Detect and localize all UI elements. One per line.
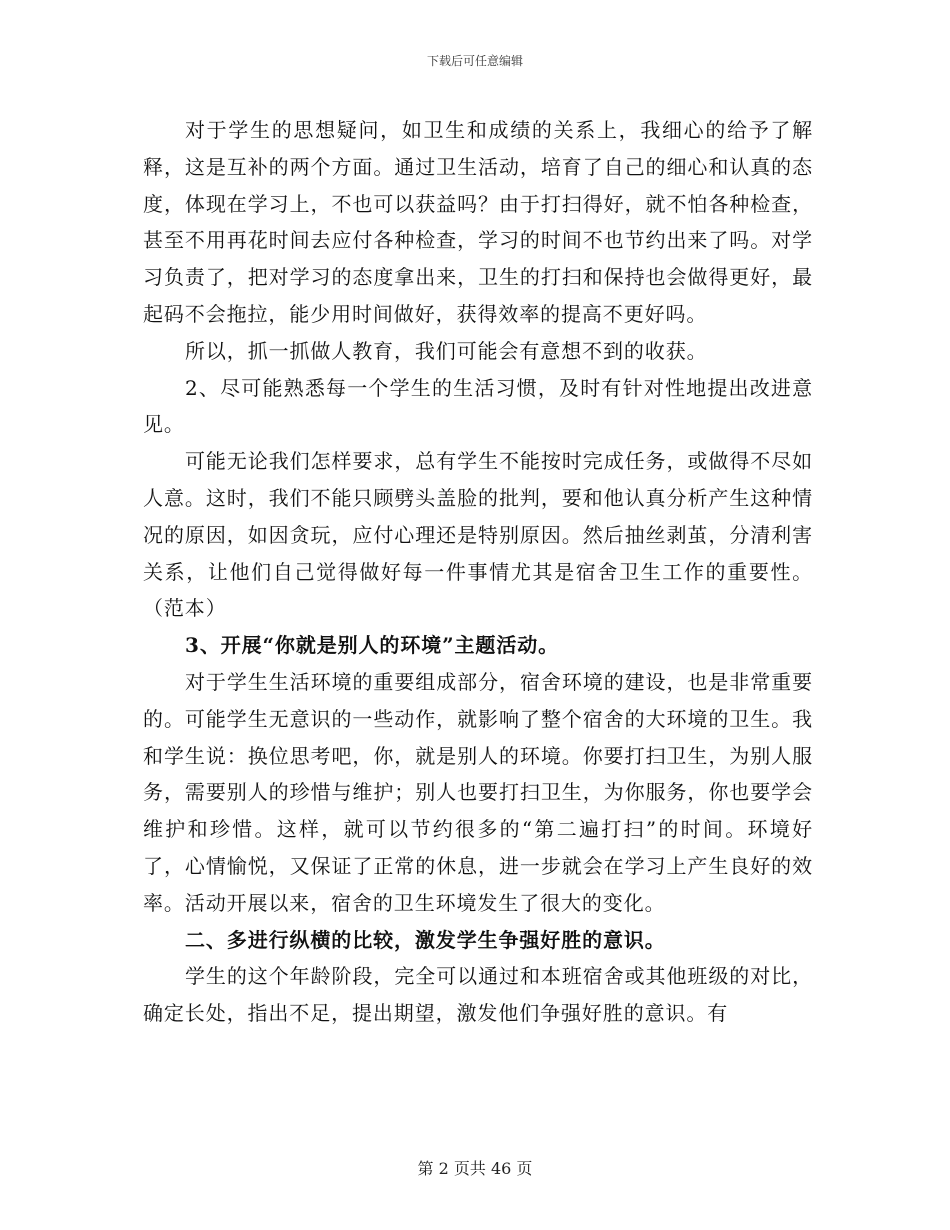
paragraph: 所以，抓一抓做人教育，我们可能会有意想不到的收获。 <box>185 338 708 363</box>
document-body <box>143 112 813 1032</box>
section-heading: 3、开展“你就是别人的环境”主题活动。 <box>185 633 560 658</box>
paragraph: 学生的这个年龄阶段，完全可以通过和本班宿舍或其他班级的对比，确定长处，指出不足，提出期望，激发他们争强好胜的意识。有 <box>143 964 813 1026</box>
section-heading: 二、多进行纵横的比较，激发学生争强好胜的意识。 <box>185 927 666 952</box>
paragraph: 可能无论我们怎样要求，总有学生不能按时完成任务，或做得不尽如人意。这时，我们不能只顾劈头盖脸的批判，要和他认真分析产生这种情况的原因，如因贪玩，应付心理还是特别原因。然后抽丝剥茧，分清利害关系，让他们自己觉得做好每一件事情尤其是宿舍卫生工作的重要性。（范本） <box>143 449 813 621</box>
page-header: 下载后可任意编辑 <box>426 54 523 68</box>
paragraph: 对于学生生活环境的重要组成部分，宿舍环境的建设，也是非常重要的。可能学生无意识的一些动作，就影响了整个宿舍的大环境的卫生。我和学生说：换位思考吧，你，就是别人的环境。你要打扫卫生，为别人服务，需要别人的珍惜与维护；别人也要打扫卫生，为你服务，你也要学会维护和珍惜。这样，就可以节约很多的“第二遍打扫”的时间。环境好了，心情愉悦，又保证了正常的休息，进一步就会在学习上产生良好的效率。活动开展以来，宿舍的卫生环境发生了很大的变化。 <box>143 669 813 915</box>
paragraph: 对于学生的思想疑问，如卫生和成绩的关系上，我细心的给予了解释，这是互补的两个方面。通过卫生活动，培育了自己的细心和认真的态度，体现在学习上，不也可以获益吗？由于打扫得好，就不怕各种检查，甚至不用再花时间去应付各种检查，学习的时间不也节约出来了吗。对学习负责了，把对学习的态度拿出来，卫生的打扫和保持也会做得更好，最起码不会拖拉，能少用时间做好，获得效率的提高不更好吗。 <box>143 118 813 326</box>
page-number: 第 2 页共 46 页 <box>417 1159 533 1178</box>
paragraph: 2、尽可能熟悉每一个学生的生活习惯，及时有针对性地提出改进意见。 <box>143 375 813 437</box>
